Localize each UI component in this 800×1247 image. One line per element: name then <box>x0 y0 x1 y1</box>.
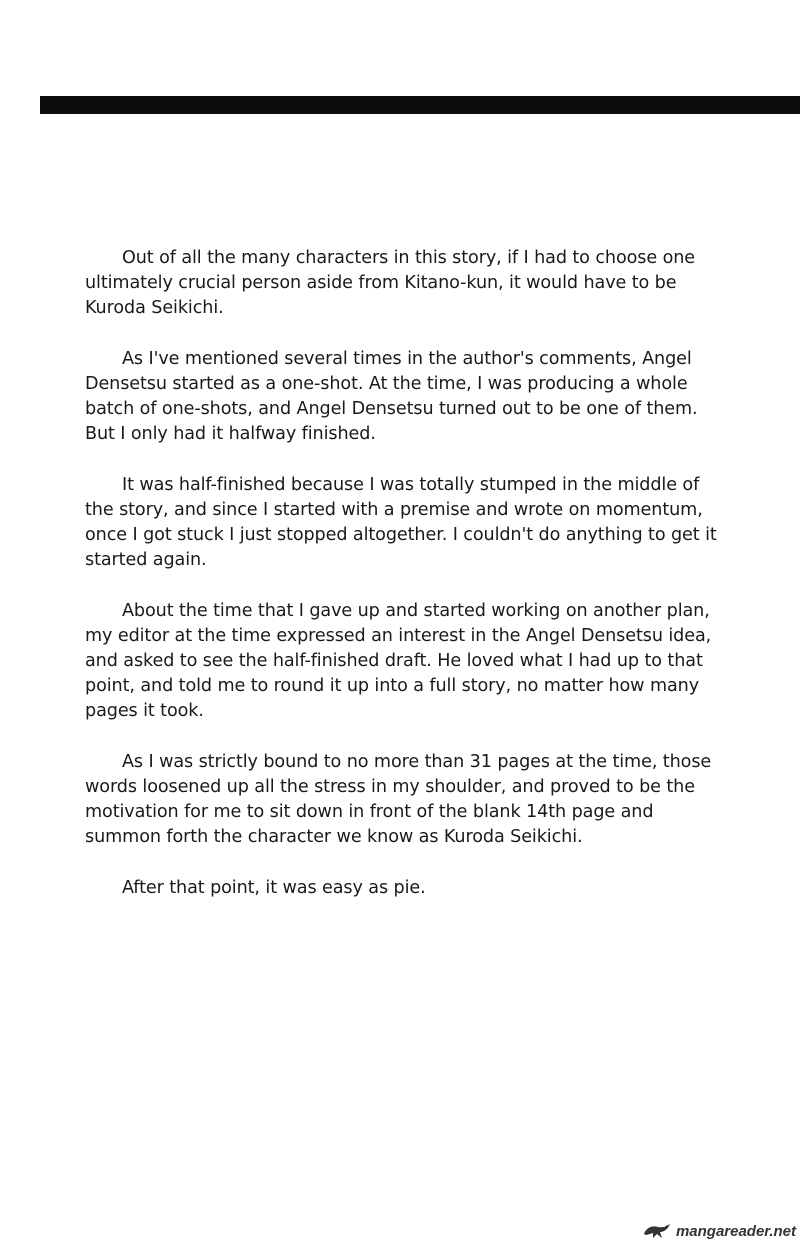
paragraph-3 <box>85 473 785 573</box>
paragraph-line: As I've mentioned several times in the author's comments, Angel <box>122 349 692 369</box>
paragraph-line: After that point, it was easy as pie. <box>122 878 426 898</box>
watermark-text: mangareader.net <box>675 1222 796 1240</box>
paragraph-line: Kuroda Seikichi. <box>85 298 224 318</box>
paragraph-line: Densetsu started as a one-shot. At the time, I was producing a whole <box>85 374 688 394</box>
paragraph-line: motivation for me to sit down in front of the blank 14th page and <box>85 802 654 822</box>
paragraph-6 <box>85 876 785 901</box>
paragraph-line: summon forth the character we know as Kuroda Seikichi. <box>85 827 583 847</box>
paragraph-1 <box>85 246 785 321</box>
paragraph-line: the story, and since I started with a premise and wrote on momentum, <box>85 500 703 520</box>
paragraph-line: About the time that I gave up and started working on another plan, <box>122 601 710 621</box>
paragraph-line: As I was strictly bound to no more than 31 pages at the time, those <box>122 752 712 772</box>
text-body <box>85 246 785 927</box>
paragraph-line: started again. <box>85 550 207 570</box>
paragraph-line: batch of one-shots, and Angel Densetsu turned out to be one of them. <box>85 399 698 419</box>
paragraph-2 <box>85 347 785 447</box>
mangareader-logo-icon <box>642 1222 672 1240</box>
top-border-bar <box>40 96 800 114</box>
paragraph-line: my editor at the time expressed an interest in the Angel Densetsu idea, <box>85 626 712 646</box>
paragraph-5 <box>85 750 785 850</box>
paragraph-line: But I only had it halfway finished. <box>85 424 376 444</box>
paragraph-line: pages it took. <box>85 701 204 721</box>
paragraph-line: once I got stuck I just stopped altogether. I couldn't do anything to get it <box>85 525 717 545</box>
paragraph-line: point, and told me to round it up into a full story, no matter how many <box>85 676 700 696</box>
paragraph-4 <box>85 599 785 724</box>
paragraph-line: It was half-finished because I was totally stumped in the middle of <box>122 475 700 495</box>
paragraph-line: Out of all the many characters in this story, if I had to choose one <box>122 248 696 268</box>
paragraph-line: and asked to see the half-finished draft. He loved what I had up to that <box>85 651 703 671</box>
watermark <box>642 1222 796 1240</box>
paragraph-line: ultimately crucial person aside from Kitano-kun, it would have to be <box>85 273 677 293</box>
paragraph-line: words loosened up all the stress in my shoulder, and proved to be the <box>85 777 695 797</box>
